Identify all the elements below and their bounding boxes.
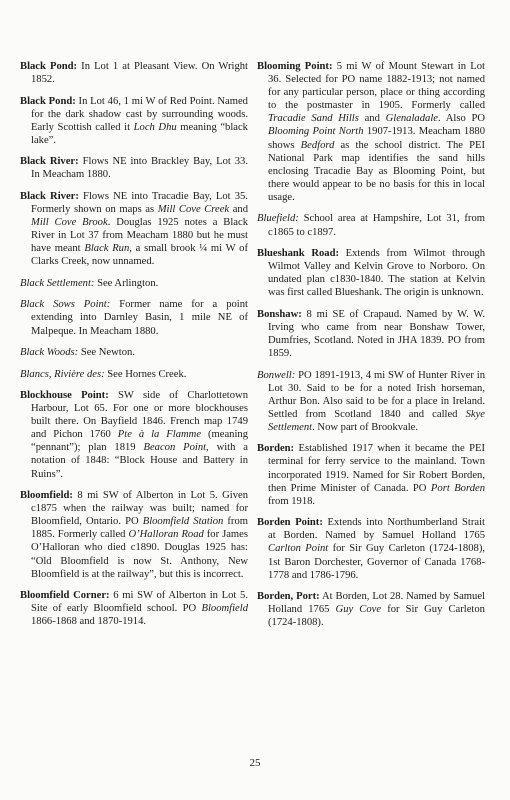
italic-name: Bloomfield Station <box>142 516 224 528</box>
entry-text: , a small brook ¼ mi W of Clarks Creek, now unnamed. <box>31 243 248 268</box>
italic-name: Glenaladale <box>385 113 438 125</box>
entry-term: Blockhouse Point: <box>20 390 109 401</box>
entry-text: from 1885. Formerly called <box>31 516 248 541</box>
entry-bloomfield-corner <box>20 589 248 628</box>
italic-name: Tracadie Sand Hills <box>268 113 359 125</box>
entry-text: 8 mi SE of Crapaud. Named by W. W. Irving who came from near Bonshaw Tower, Dumfries, Scotland. Noted in JHA 1839. PO from 1859. <box>268 308 485 360</box>
entry-text: In Lot 46, 1 mi W of Red Point. Named for the dark shadow cast by surrounding woods. Early Scottish called it <box>31 95 248 133</box>
page-number: 25 <box>249 757 261 769</box>
entry-term: Blooming Point: <box>257 61 333 72</box>
entry-text: At Borden, Lot 28. Named by Samuel Holland 1765 <box>268 591 485 616</box>
entry-term: Bonshaw: <box>257 308 302 320</box>
italic-name: Beacon Point, <box>143 442 209 454</box>
entry-black-pond <box>20 95 248 147</box>
entry-term: Black River: <box>20 190 79 202</box>
italic-name: Mill Cove Creek <box>157 204 230 216</box>
entry-text: School area at Hampshire, Lot 31, from c1865 to c1897. <box>268 213 485 238</box>
entry-black-sows-point <box>20 298 248 337</box>
entry-term: Bonwell: <box>257 369 296 381</box>
entry-black-pond <box>20 60 248 86</box>
entry-black-river <box>20 190 248 269</box>
entry-text: . Now part of Brookvale. <box>312 421 419 433</box>
entry-term: Blueshank Road: <box>257 248 340 259</box>
entry-text: for James O’Halloran who died c1890. Douglas 1925 has: “Old Bloomfield is now St. Anthony, New Bloomfield is at the railway”, but this is incorrect. <box>31 529 248 580</box>
entry-text: 1866-1868 and 1870-1914. <box>31 616 147 628</box>
italic-name: Pte à la Flamme <box>117 429 202 441</box>
entry-text: Established 1917 when it became the PEI terminal for ferry service to the mainland. Town incorporated 1919. Named for Sir Robert Borden, then Prime Minister of Canada. PO <box>268 443 485 494</box>
entry-term: Borden Point: <box>257 517 323 529</box>
entry-term: Blancs, Rivière des: <box>20 368 105 380</box>
entry-term: Borden: <box>257 443 295 455</box>
entry-term: Borden, Port: <box>257 591 320 603</box>
entry-black-settlement <box>20 277 248 290</box>
entry-term: Black Sows Point: <box>20 299 111 311</box>
italic-name: Skye Settlement <box>268 408 485 433</box>
entry-text: See Newton. <box>78 347 135 359</box>
entry-term: Black Pond: <box>20 95 76 107</box>
entry-text: 5 mi W of Mount Stewart in Lot 36. Selected for PO name 1882-1913; not named for any particular person, place or thing according to the postmaster in 1905. Formerly called <box>268 61 485 112</box>
entry-term: Bloomfield Corner: <box>20 590 110 602</box>
entry-text: Flows NE into Tracadie Bay, Lot 35. Formerly shown on maps as <box>31 190 248 216</box>
entry-text: for Sir Guy Carleton (1724-1808), 1st Baron Dorchester, Governor of Canada 1768-1778 and 1786-1796. <box>268 543 485 581</box>
left-column <box>20 60 248 637</box>
entry-blancs-riviere-des <box>20 368 248 381</box>
entry-blooming-point <box>257 60 485 204</box>
entry-text: . Also PO <box>437 113 485 125</box>
entry-text: 1907-1913. Meacham 1880 shows <box>268 126 486 151</box>
entry-text: 6 mi SW of Alberton in Lot 5. Site of early Bloomfield school. PO <box>31 590 248 615</box>
italic-name: Bloomfield <box>201 603 248 615</box>
entry-text: with a notation of 1848: “Block House and Battery in Ruins”. <box>31 442 248 480</box>
entry-text: and <box>358 113 386 125</box>
entry-borden-port <box>257 590 485 629</box>
entry-borden-point <box>257 516 485 581</box>
entry-text: See Hornes Creek. <box>104 368 187 380</box>
entry-term: Bluefield: <box>257 213 299 225</box>
entry-black-woods <box>20 346 248 359</box>
entry-blueshank-road <box>257 247 485 299</box>
entry-text: 8 mi SW of Alberton in Lot 5. Given c1875 when the railway was built; named for Bloomfield, Ontario. PO <box>31 490 248 528</box>
entry-bonshaw <box>257 308 485 360</box>
entry-term: Black River: <box>20 156 79 168</box>
entry-black-river <box>20 155 248 181</box>
italic-name: Loch Dhu <box>133 121 177 133</box>
italic-name: O’Halloran Road <box>128 529 204 541</box>
italic-name: Mill Cove Brook <box>31 217 108 229</box>
entry-text: In Lot 1 at Pleasant View. On Wright 1852. <box>31 61 248 86</box>
entry-bluefield <box>257 212 485 238</box>
entry-text: meaning “black lake”. <box>31 121 248 146</box>
entry-text: as the school district. The PEI National Park map identifies the sand hills enclosing Tracadie Bay as Blooming Point, but there would appear to be no basis for this in local usage. <box>268 139 486 203</box>
entry-term: Black Woods: <box>20 347 79 359</box>
entry-text: Extends from Wilmot through Wilmot Valley and Kelvin Grove to Norboro. On undated plan c1830-1840. The station at Kelvin was first called Blueshank. The origin is unknown. <box>268 248 485 299</box>
entry-bonwell <box>257 369 485 434</box>
italic-name: Bedford <box>300 139 335 151</box>
entry-text: See Arlington. <box>94 277 159 289</box>
italic-name: Port Borden <box>430 482 485 494</box>
entry-term: Black Pond: <box>20 61 78 72</box>
entry-blockhouse-point <box>20 389 248 481</box>
entry-text: (meaning “pennant”); plan 1819 <box>31 429 248 454</box>
entry-borden <box>257 442 485 507</box>
entry-text: Extends into Northumberland Strait at Borden. Named by Samuel Holland 1765 <box>268 517 485 542</box>
entry-bloomfield <box>20 489 248 581</box>
entry-text: from 1918. <box>268 495 316 507</box>
italic-name: Black Run <box>84 243 130 255</box>
entry-text: . Douglas 1925 notes a Black River in Lot 37 from Meacham 1880 but he must have meant <box>31 217 248 255</box>
entry-term: Bloomfield: <box>20 490 73 502</box>
entry-text: Flows NE into Brackley Bay, Lot 33. In Meacham 1880. <box>31 156 248 181</box>
entry-text: for Sir Guy Carleton (1724-1808). <box>268 604 485 629</box>
italic-name: Carlton Point <box>268 543 329 555</box>
italic-name: Guy Cove <box>335 604 382 616</box>
entry-text: SW side of Charlottetown Harbour, Lot 65. For one or more blockhouses built there. On Bayfield 1846. French map 1749 and Pichon 1760 <box>31 390 248 441</box>
entry-text: Former name for a point extending into Darnley Basin, 1 mile NE of Malpeque. In Meacham 1880. <box>31 299 248 337</box>
entry-text: PO 1891-1913, 4 mi SW of Hunter River in Lot 30. Said to be for a noted Irish horseman, Arthur Bon. Also said to be for a place in Ireland. Settled from Scotland 1840 and called <box>268 369 485 420</box>
entry-term: Black Settlement: <box>20 277 95 289</box>
italic-name: Blooming Point North <box>268 126 364 138</box>
right-column <box>257 60 485 638</box>
entry-text: and <box>229 204 248 216</box>
